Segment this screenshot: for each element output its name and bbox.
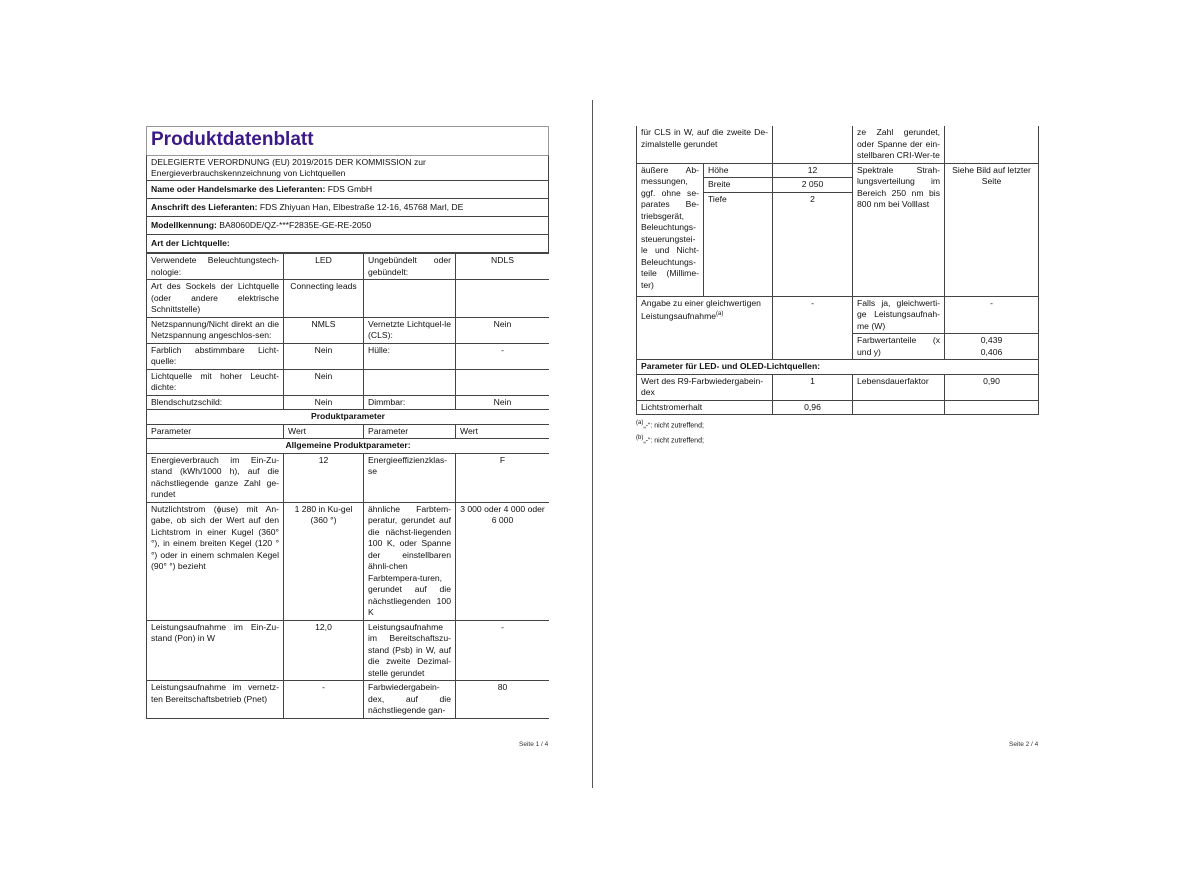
section-heading-row bbox=[147, 439, 550, 454]
type-heading: Art der Lichtquelle: bbox=[146, 235, 549, 253]
type-cell bbox=[364, 369, 456, 395]
column-header: Wert bbox=[456, 424, 550, 439]
empty-cell bbox=[853, 400, 945, 415]
equivalent-power-value: - bbox=[773, 296, 853, 360]
supplier-name-value: FDS GmbH bbox=[327, 184, 373, 194]
param-cell: ze Zahl gerundet, oder Spanne der ein-stellbaren CRI-Wer-te bbox=[853, 126, 945, 163]
type-cell: Connecting leads bbox=[284, 280, 364, 318]
type-cell: Verwendete Beleuchtungstech-nologie: bbox=[147, 254, 284, 280]
chromaticity-y: 0,406 bbox=[980, 346, 1003, 357]
column-header: Wert bbox=[284, 424, 364, 439]
model-row bbox=[146, 217, 549, 235]
column-header: Parameter bbox=[364, 424, 456, 439]
table-row bbox=[147, 280, 550, 318]
model-value: BA8060DE/QZ-***F2835E-GE-RE-2050 bbox=[219, 220, 372, 230]
param-cell: Nutzlichtstrom (ϕuse) mit An-gabe, ob sich der Wert auf den Lichtstrom in einer Kugel (360° °), in einem breiten Kegel (120 °°) oder in einem schmalen Kegel (90° °) bezieht bbox=[147, 502, 284, 620]
table-row bbox=[147, 254, 550, 280]
type-cell: Art des Sockels der Lichtquelle (oder andere elektrische Schnittstelle) bbox=[147, 280, 284, 318]
type-cell: Hülle: bbox=[364, 343, 456, 369]
model-label: Modellkennung: bbox=[151, 220, 217, 230]
r9-value: 1 bbox=[773, 374, 853, 400]
product-params-heading: Produktparameter bbox=[147, 410, 550, 425]
flux-maintenance-label: Lichtstromerhalt bbox=[637, 400, 773, 415]
type-cell: Nein bbox=[456, 317, 550, 343]
spectral-value: Siehe Bild auf letzter Seite bbox=[945, 163, 1039, 296]
regulation-line-1: DELEGIERTE VERORDNUNG (EU) 2019/2015 DER KOMMISSION zur bbox=[151, 157, 426, 167]
table-row bbox=[637, 374, 1039, 400]
type-cell bbox=[364, 280, 456, 318]
light-source-type-table bbox=[146, 253, 549, 719]
type-cell: Nein bbox=[284, 369, 364, 395]
equivalent-if-value: - bbox=[945, 296, 1039, 334]
page-divider bbox=[592, 100, 593, 788]
param-cell: 3 000 oder 4 000 oder 6 000 bbox=[456, 502, 550, 620]
table-row bbox=[147, 317, 550, 343]
supplier-name-row bbox=[146, 181, 549, 199]
dimensions-label: äußere Ab-messungen, ggf. ohne se-parates Be-triebsgerät, Beleuchtungs-steuerungstei-le und Nicht-Beleuchtungs-teile (Millime-ter) bbox=[637, 163, 704, 296]
table-row bbox=[147, 453, 550, 502]
r9-label: Wert des R9-Farbwiedergabein-dex bbox=[637, 374, 773, 400]
lifetime-label: Lebensdauerfaktor bbox=[853, 374, 945, 400]
column-header: Parameter bbox=[147, 424, 284, 439]
table-row bbox=[147, 681, 550, 719]
regulation-text bbox=[146, 155, 549, 181]
type-cell: LED bbox=[284, 254, 364, 280]
type-cell: Ungebündelt oder gebündelt: bbox=[364, 254, 456, 280]
table-row bbox=[147, 395, 550, 410]
dimension-name: Breite bbox=[704, 178, 773, 193]
param-cell: 80 bbox=[456, 681, 550, 719]
param-cell bbox=[945, 126, 1039, 163]
dimension-value: 2 050 bbox=[773, 178, 853, 193]
type-cell: Nein bbox=[284, 395, 364, 410]
chromaticity-x: 0,439 bbox=[980, 335, 1003, 345]
type-cell: Nein bbox=[456, 395, 550, 410]
regulation-line-2: Energieverbrauchskennzeichnung von Lichtquellen bbox=[151, 168, 346, 178]
flux-maintenance-value: 0,96 bbox=[773, 400, 853, 415]
param-cell: Farbwiedergabein-dex, auf die nächstliegende gan- bbox=[364, 681, 456, 719]
param-cell: F bbox=[456, 453, 550, 502]
dimension-value: 12 bbox=[773, 163, 853, 178]
type-cell: Lichtquelle mit hoher Leucht-dichte: bbox=[147, 369, 284, 395]
type-cell: Dimmbar: bbox=[364, 395, 456, 410]
table-row bbox=[637, 400, 1039, 415]
table-row bbox=[637, 296, 1039, 334]
param-cell: Leistungsaufnahme im Bereitschaftszu-stand (Psb) in W, auf die zweite Dezimal-stelle gerundet bbox=[364, 620, 456, 681]
param-cell bbox=[773, 126, 853, 163]
supplier-name-label: Name oder Handelsmarke des Lieferanten: bbox=[151, 184, 326, 194]
param-cell: Leistungsaufnahme im Ein-Zu-stand (Pon) in W bbox=[147, 620, 284, 681]
param-cell: - bbox=[456, 620, 550, 681]
param-cell: Leistungsaufnahme im vernetz-ten Bereitschaftsbetrieb (Pnet) bbox=[147, 681, 284, 719]
type-cell bbox=[456, 280, 550, 318]
type-cell: Netzspannung/Nicht direkt an die Netzspannung angeschlos-sen: bbox=[147, 317, 284, 343]
type-cell: Nein bbox=[284, 343, 364, 369]
page-number: Seite 1 / 4 bbox=[519, 741, 549, 748]
type-cell: Vernetzte Lichtquel-le (CLS): bbox=[364, 317, 456, 343]
table-row bbox=[147, 369, 550, 395]
equivalent-if-label: Falls ja, gleichwerti-ge Leistungsaufnah-me (W) bbox=[853, 296, 945, 334]
param-cell: 12,0 bbox=[284, 620, 364, 681]
continuation-table bbox=[636, 126, 1039, 415]
type-cell: Farblich abstimmbare Licht-quelle: bbox=[147, 343, 284, 369]
general-params-heading: Allgemeine Produktparameter: bbox=[147, 439, 550, 454]
footnote-b: (b)„-“: nicht zutreffend; bbox=[636, 435, 704, 445]
type-cell: NMLS bbox=[284, 317, 364, 343]
param-cell: für CLS in W, auf die zweite De-zimalstelle gerundet bbox=[637, 126, 773, 163]
led-params-heading: Parameter für LED- und OLED-Lichtquellen: bbox=[637, 360, 1039, 375]
type-cell: - bbox=[456, 343, 550, 369]
chromaticity-value bbox=[945, 334, 1039, 360]
type-cell bbox=[456, 369, 550, 395]
type-cell: Blendschutzschild: bbox=[147, 395, 284, 410]
table-row bbox=[147, 620, 550, 681]
supplier-address-label: Anschrift des Lieferanten: bbox=[151, 202, 258, 212]
supplier-address-row bbox=[146, 199, 549, 217]
dimension-value: 2 bbox=[773, 192, 853, 296]
page-number: Seite 2 / 4 bbox=[1009, 741, 1039, 748]
table-row bbox=[147, 502, 550, 620]
page-1 bbox=[146, 126, 549, 719]
param-cell: Energieverbrauch im Ein-Zu-stand (kWh/1000 h), auf die nächstliegende ganze Zahl ge-rundet bbox=[147, 453, 284, 502]
param-cell: Energieeffizienzklas-se bbox=[364, 453, 456, 502]
section-heading-row bbox=[147, 410, 550, 425]
table-row bbox=[637, 126, 1039, 163]
page-2 bbox=[636, 126, 1038, 448]
supplier-address-value: FDS Zhiyuan Han, Elbestraße 12-16, 45768 Marl, DE bbox=[259, 202, 464, 212]
table-row bbox=[637, 163, 1039, 178]
spectral-label: Spektrale Strah-lungsverteilung im Bereich 250 nm bis 800 nm bei Volllast bbox=[853, 163, 945, 296]
footnotes bbox=[636, 417, 1038, 448]
type-cell: NDLS bbox=[456, 254, 550, 280]
chromaticity-label: Farbwertanteile (x und y) bbox=[853, 334, 945, 360]
param-cell: 12 bbox=[284, 453, 364, 502]
equivalent-power-label: Angabe zu einer gleichwertigen Leistungsaufnahme$^{(a)}$ bbox=[637, 296, 773, 360]
param-cell: 1 280 in Ku-gel (360 °) bbox=[284, 502, 364, 620]
column-header-row bbox=[147, 424, 550, 439]
section-heading-row bbox=[637, 360, 1039, 375]
table-row bbox=[147, 343, 550, 369]
param-cell: ähnliche Farbtem-peratur, gerundet auf die nächst-liegenden 100 K, oder Spanne der einstellbaren ähnli-chen Farbtempera-turen, gerundet auf die nächstliegenden 100 K bbox=[364, 502, 456, 620]
empty-cell bbox=[945, 400, 1039, 415]
dimension-name: Höhe bbox=[704, 163, 773, 178]
document-title: Produktdatenblatt bbox=[146, 126, 549, 155]
lifetime-value: 0,90 bbox=[945, 374, 1039, 400]
param-cell: - bbox=[284, 681, 364, 719]
dimension-name: Tiefe bbox=[704, 192, 773, 296]
footnote-a: (a)„-“: nicht zutreffend; bbox=[636, 420, 704, 430]
